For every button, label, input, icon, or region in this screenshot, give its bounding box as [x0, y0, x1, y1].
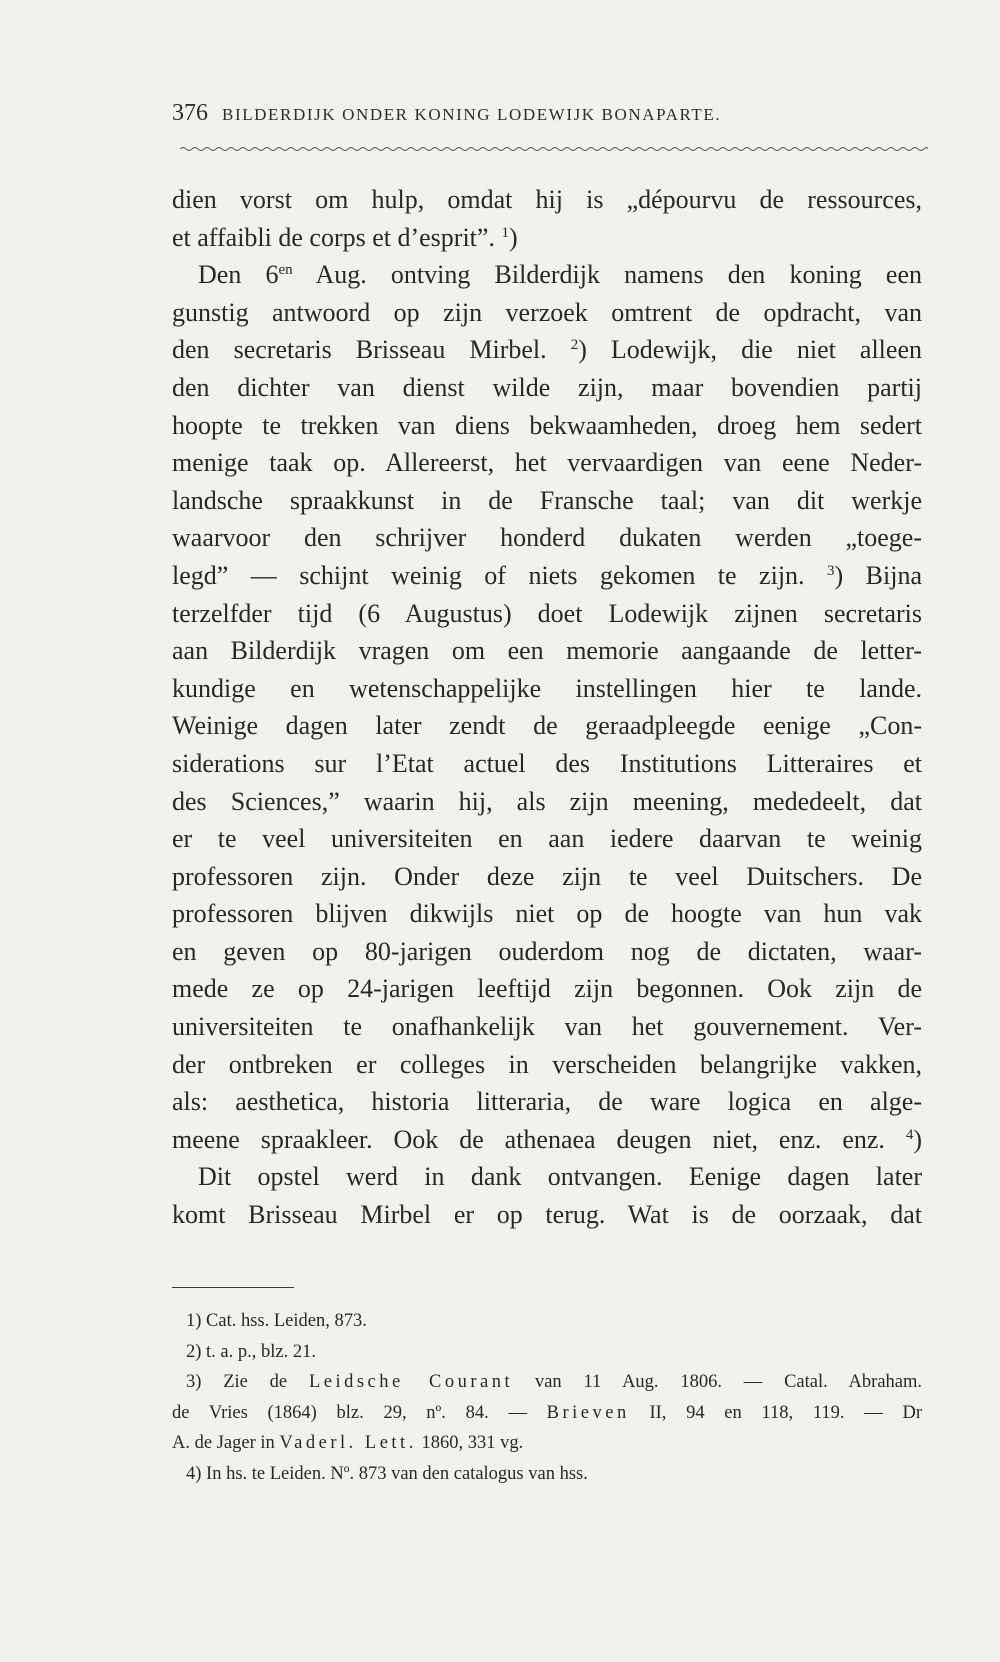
text-run: ) — [913, 1124, 922, 1154]
text-line — [172, 331, 922, 369]
text-run: ) — [508, 222, 518, 252]
text-line: waarvoor den schrijver honderd dukaten werden „toege- — [172, 523, 922, 553]
spaced-title: Leidsche Courant — [308, 1372, 514, 1392]
footnote-3-line-2 — [172, 1398, 922, 1429]
footnote-ref: 3 — [827, 562, 835, 579]
page-number: 376 — [172, 100, 208, 126]
spaced-title: Vaderl. Lett. — [279, 1433, 417, 1453]
text-line: en geven op 80-jarigen ouderdom nog de dictaten, waar- — [172, 936, 922, 966]
superscript: en — [278, 262, 293, 279]
text-line: als: aesthetica, historia litteraria, de ware logica en alge- — [172, 1087, 922, 1117]
text-line — [172, 219, 922, 257]
text-line: siderations sur l’Etat actuel des Institutions Litteraires et — [172, 748, 922, 778]
text-line: aan Bilderdijk vragen om een memorie aangaande de letter- — [172, 636, 922, 666]
text-line: komt Brisseau Mirbel er op terug. Wat is de oorzaak, dat — [172, 1200, 922, 1230]
text-run: legd” — schijnt weinig of niets gekomen te zijn. — [172, 560, 805, 590]
text-run: Aug. ontving Bilderdijk namens den koning een — [292, 260, 922, 290]
text-line — [172, 1121, 922, 1159]
text-run: ) Lodewijk, die niet alleen — [578, 335, 922, 365]
text-line: landsche spraakkunst in de Fransche taal; van dit werkje — [172, 485, 922, 515]
text-line: der ontbreken er colleges in verscheiden belangrijke vakken, — [172, 1049, 922, 1079]
text-line: menige taak op. Allereerst, het vervaardigen van eene Neder- — [172, 448, 922, 478]
footnote-3-line-1 — [172, 1367, 922, 1398]
text-run: meene spraakleer. Ook de athenaea deugen niet, enz. enz. — [172, 1124, 885, 1154]
body-text — [172, 181, 922, 1234]
running-header — [172, 100, 922, 127]
text-line — [172, 256, 922, 294]
text-line — [172, 557, 922, 595]
text-line: professoren zijn. Onder deze zijn te veel Duitschers. De — [172, 861, 922, 891]
text-line: hoopte te trekken van diens bekwaamheden, droeg hem sedert — [172, 410, 922, 440]
text-run: 1860, 331 vg. — [416, 1433, 524, 1453]
text-line: dien vorst om hulp, omdat hij is „dépourvu de ressources, — [172, 185, 922, 214]
text-line: Dit opstel werd in dank ontvangen. Eenige dagen later — [198, 1162, 922, 1192]
footnote-3-line-3 — [172, 1428, 922, 1459]
text-line: Weinige dagen later zendt de geraadpleegde eenige „Con- — [172, 711, 922, 741]
text-line: mede ze op 24-jarigen leeftijd zijn begonnen. Ook zijn de — [172, 974, 922, 1004]
decorative-wavy-rule — [180, 146, 928, 152]
text-run: de Vries (1864) blz. 29, nº. 84. — — [172, 1402, 547, 1423]
text-line: kundige en wetenschappelijke instellingen hier te lande. — [172, 673, 922, 703]
text-run: van 11 Aug. 1806. — Catal. Abraham. — [513, 1372, 923, 1392]
text-run: A. de Jager in — [172, 1433, 280, 1453]
text-line: den dichter van dienst wilde zijn, maar bovendien partij — [172, 372, 922, 402]
text-run: et affaibli de corps et d’esprit”. — [172, 222, 495, 252]
spaced-title: Brieven — [546, 1402, 630, 1423]
footnote-ref: 1 — [501, 224, 509, 241]
text-line: er te veel universiteiten en aan iedere daarvan te weinig — [172, 824, 922, 854]
text-run: II, 94 en 118, 119. — Dr — [629, 1402, 922, 1423]
footnote-separator — [172, 1287, 294, 1288]
text-run: ) Bijna — [834, 560, 922, 590]
footnote-2: 2) t. a. p., blz. 21. — [186, 1341, 316, 1362]
text-line: des Sciences,” waarin hij, als zijn meening, mededeelt, dat — [172, 786, 922, 816]
text-line: universiteiten te onafhankelijk van het gouvernement. Ver- — [172, 1012, 922, 1042]
footnote-ref: 4 — [905, 1126, 914, 1143]
footnote-ref: 2 — [570, 337, 579, 354]
text-line: terzelfder tijd (6 Augustus) doet Lodewijk zijnen secretaris — [172, 598, 922, 628]
text-run: 3) Zie de — [186, 1372, 309, 1392]
running-title: BILDERDIJK ONDER KONING LODEWIJK BONAPARTE. — [222, 105, 722, 124]
text-run: den secretaris Brisseau Mirbel. — [172, 335, 547, 365]
footnote-1: 1) Cat. hss. Leiden, 873. — [186, 1311, 367, 1331]
text-line: professoren blijven dikwijls niet op de hoogte van hun vak — [172, 899, 922, 929]
footnotes — [172, 1306, 922, 1489]
text-line: gunstig antwoord op zijn verzoek omtrent de opdracht, van — [172, 297, 922, 327]
footnote-4: 4) In hs. te Leiden. Nº. 873 van den catalogus van hss. — [186, 1463, 588, 1484]
text-run: Den 6 — [198, 260, 279, 290]
